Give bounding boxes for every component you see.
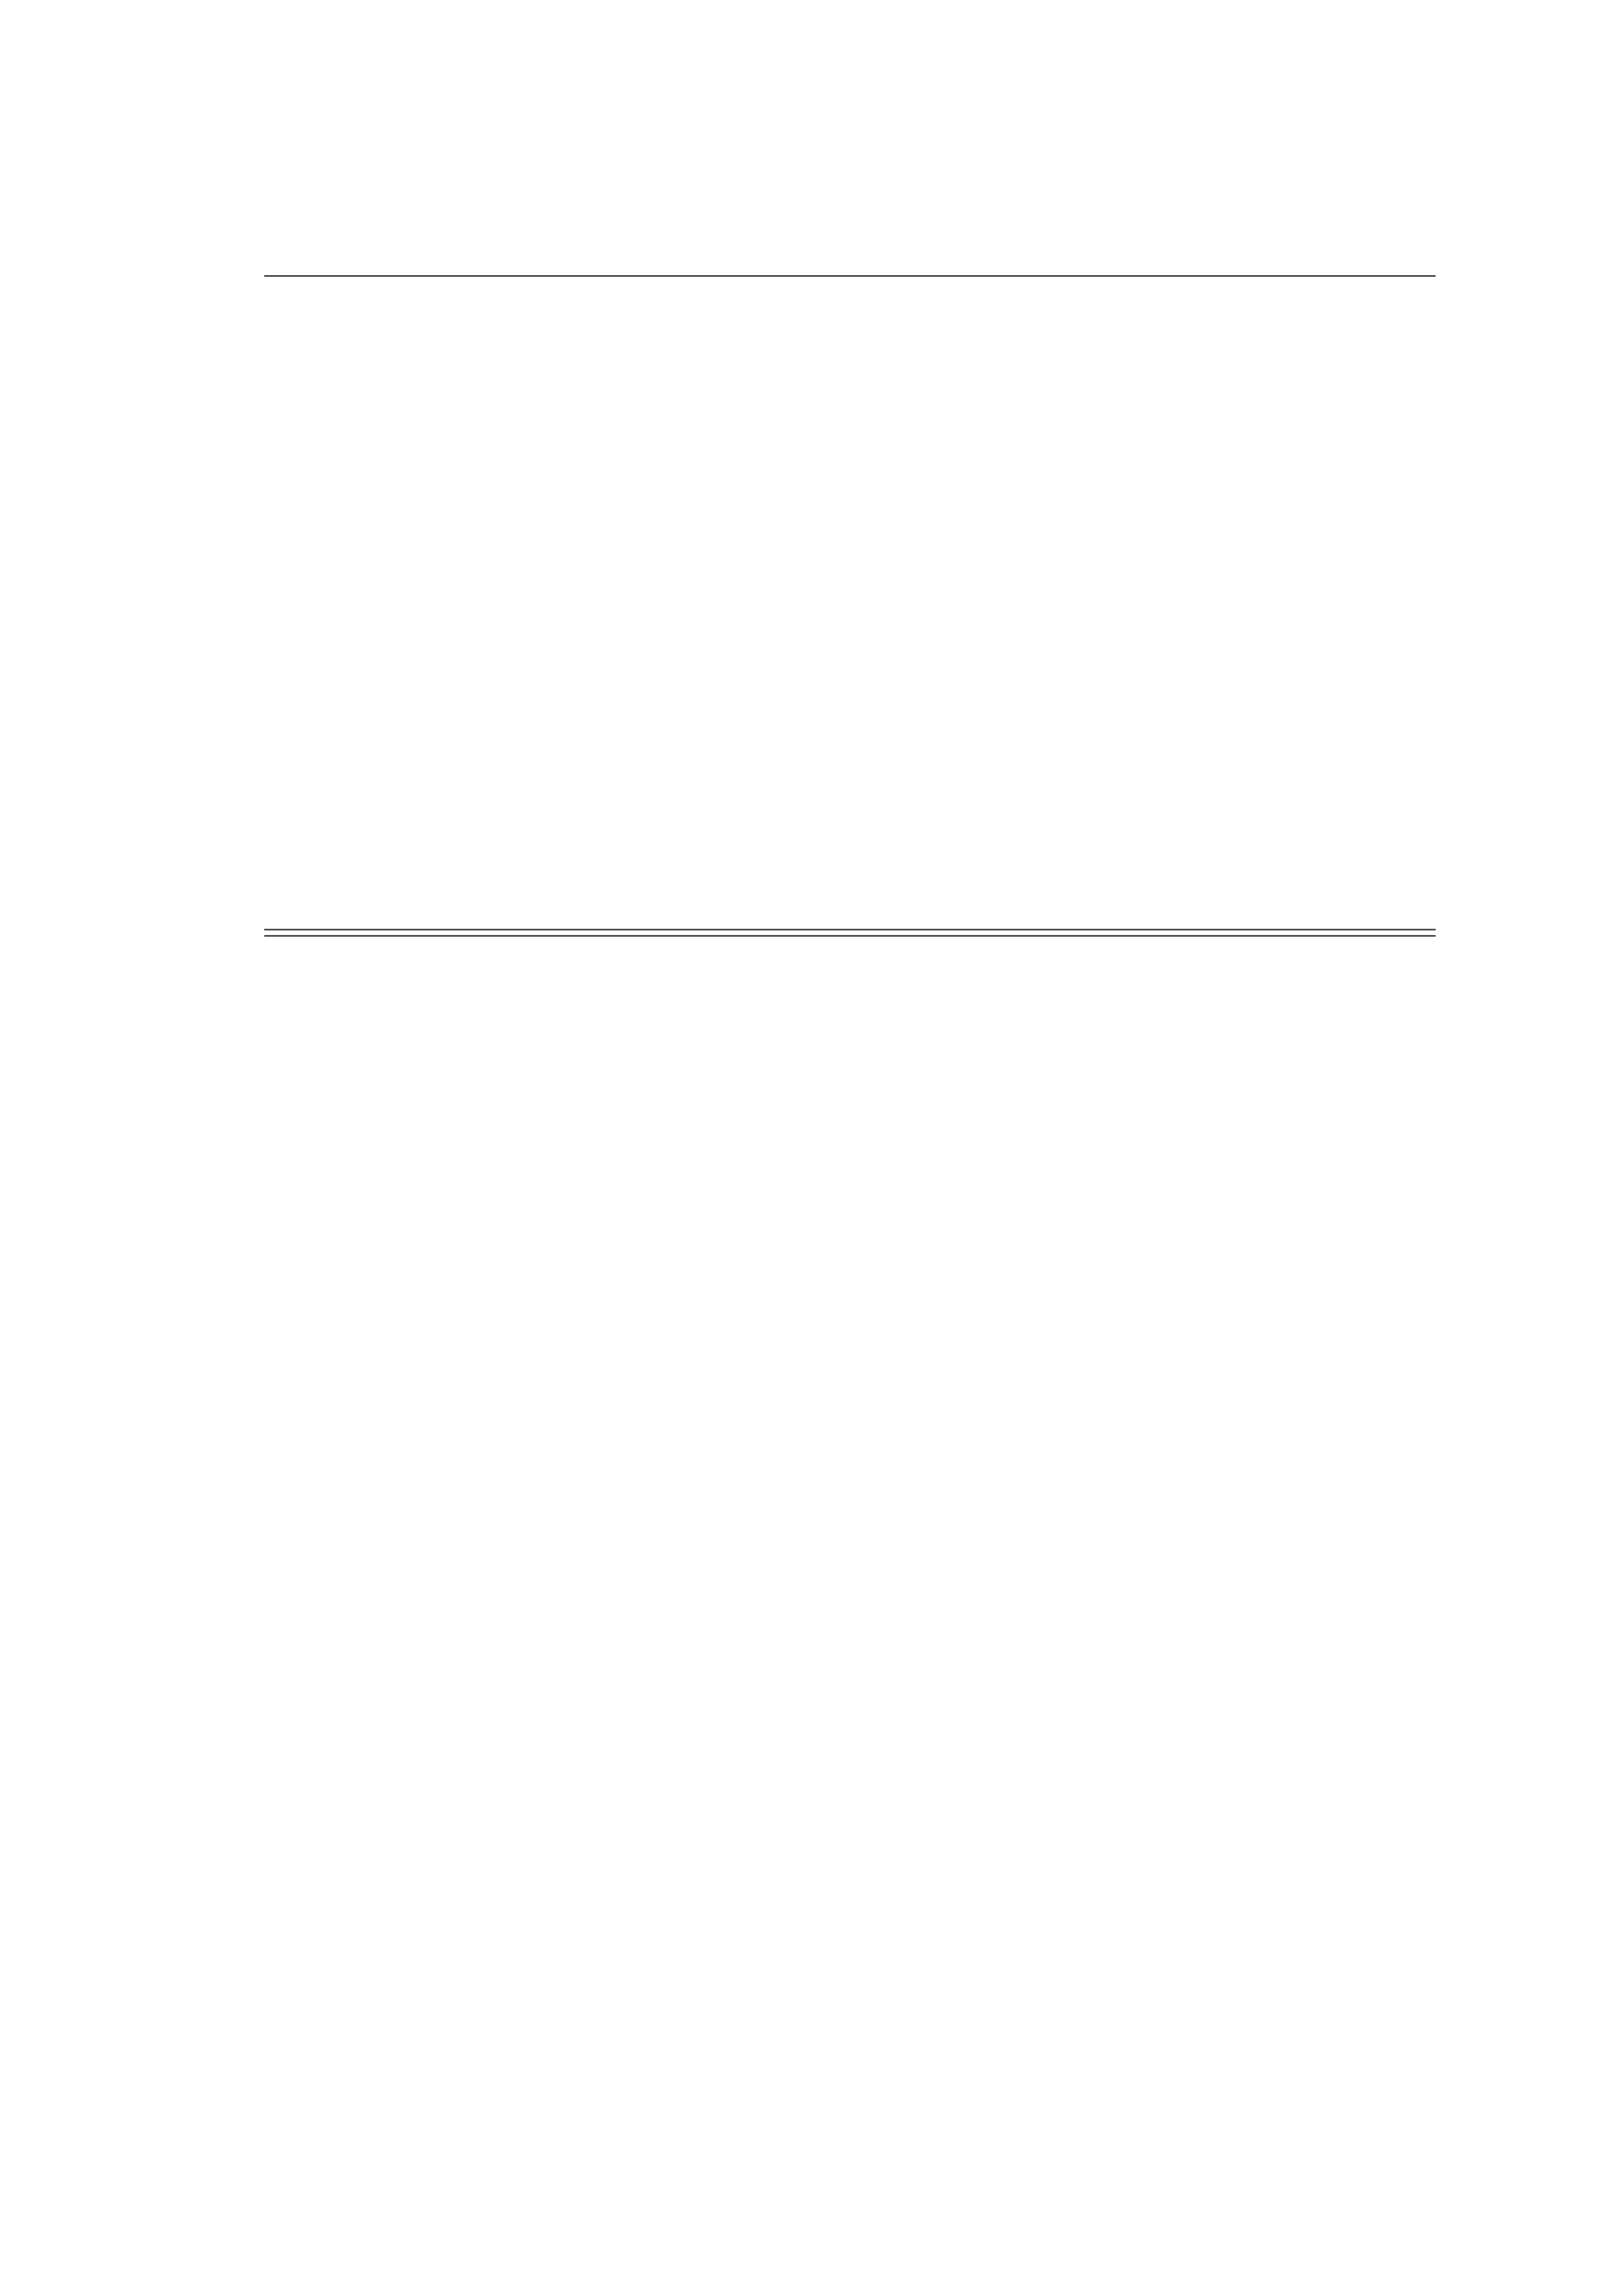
section-divider xyxy=(264,275,1436,277)
double-divider xyxy=(264,929,1436,937)
